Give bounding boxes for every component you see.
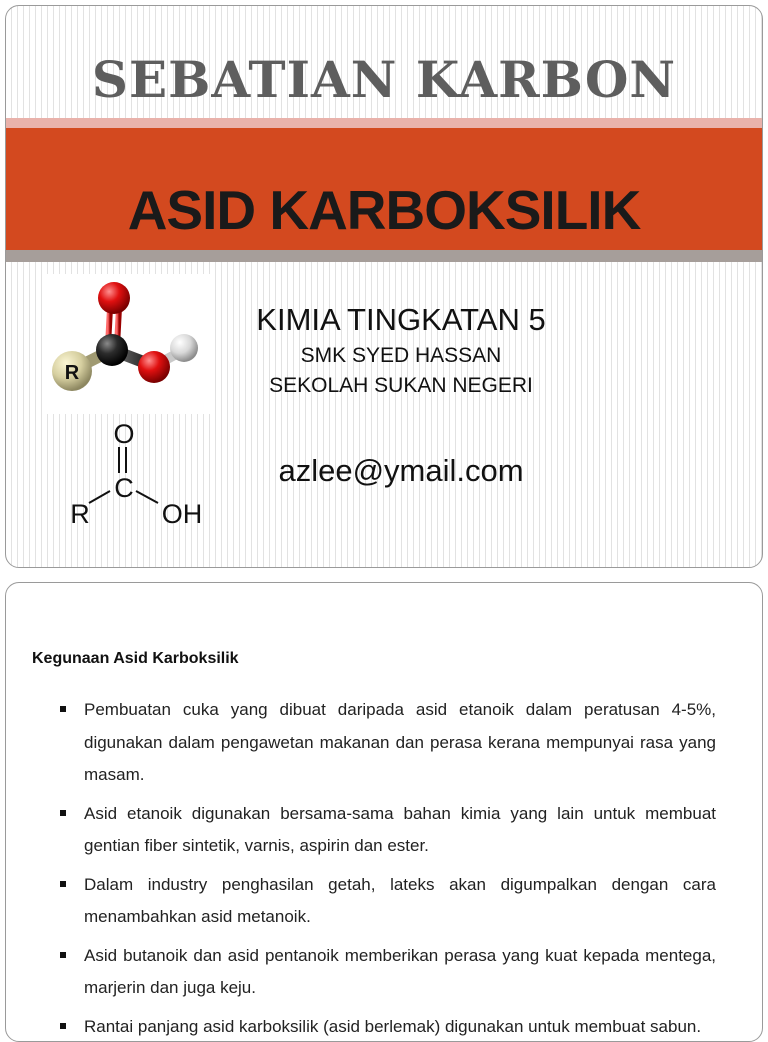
list-item-text: Pembuatan cuka yang dibuat daripada asid etanoik dalam peratusan 4-5%, digunakan dalam pengawetan makanan dan perasa kerana mempunyai rasa yang masam.	[84, 700, 716, 784]
bullet-square-icon	[60, 810, 66, 816]
list-item	[58, 694, 716, 792]
list-item	[58, 869, 716, 934]
carboxyl-structural-formula	[44, 411, 214, 539]
uses-bullet-list	[58, 694, 716, 1042]
section-heading: Kegunaan Asid Karboksilik	[32, 650, 239, 668]
r-c-bond-line	[89, 491, 110, 503]
contact-email[interactable]: azlee@ymail.com	[216, 453, 586, 489]
formula-oh-label: OH	[162, 499, 203, 529]
oxygen-atom-hydroxyl	[138, 351, 170, 383]
formula-o-label: O	[113, 419, 134, 449]
school-name-line-2: SEKOLAH SUKAN NEGERI	[216, 374, 586, 398]
main-title: ASID KARBOKSILIK	[6, 178, 762, 242]
accent-band-bottom	[6, 250, 762, 262]
list-item-text: Rantai panjang asid karboksilik (asid berlemak) digunakan untuk membuat sabun.	[84, 1017, 701, 1036]
list-item-text: Asid butanoik dan asid pentanoik memberikan perasa yang kuat kepada mentega, marjerin dan juga keju.	[84, 946, 716, 998]
formula-r-label: R	[70, 499, 90, 529]
content-slide[interactable]	[5, 582, 763, 1042]
list-item	[58, 798, 716, 863]
bullet-square-icon	[60, 1023, 66, 1029]
title-slide[interactable]	[5, 5, 763, 568]
carbon-atom	[96, 334, 128, 366]
carboxylic-acid-3d-model-image	[44, 274, 214, 414]
class-name: KIMIA TINGKATAN 5	[216, 302, 586, 338]
formula-c-label: C	[114, 473, 134, 503]
oxygen-atom-double	[98, 282, 130, 314]
c-oh-bond-line	[136, 491, 158, 503]
subject-title: SEBATIAN KARBON	[6, 50, 762, 109]
accent-band-top	[6, 118, 762, 128]
bullet-square-icon	[60, 952, 66, 958]
r-group-label: R	[65, 362, 80, 384]
list-item	[58, 940, 716, 1005]
bullet-square-icon	[60, 881, 66, 887]
list-item-text: Asid etanoik digunakan bersama-sama bahan kimia yang lain untuk membuat gentian fiber sintetik, varnis, aspirin dan ester.	[84, 804, 716, 856]
hydrogen-atom	[170, 334, 198, 362]
school-name-line-1: SMK SYED HASSAN	[216, 344, 586, 368]
list-item-text: Dalam industry penghasilan getah, lateks akan digumpalkan dengan cara menambahkan asid metanoik.	[84, 875, 716, 927]
bullet-square-icon	[60, 706, 66, 712]
list-item	[58, 1011, 716, 1042]
